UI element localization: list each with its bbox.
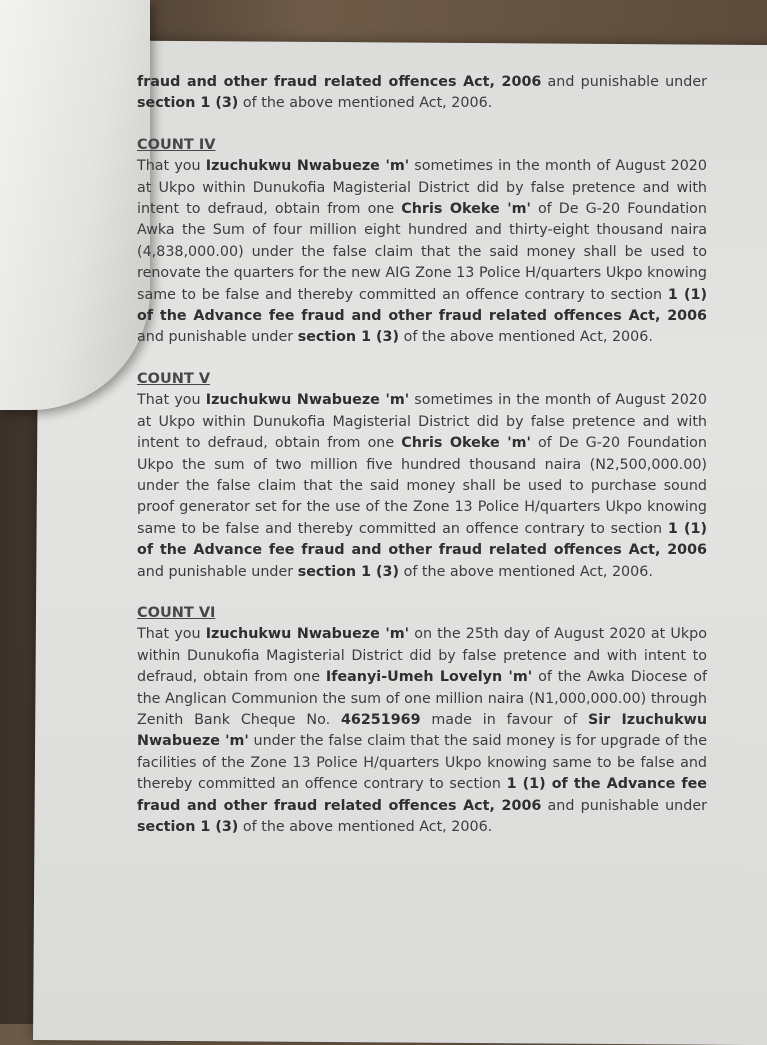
count-paragraph (137, 390, 707, 583)
text-run: 1 (1) of the Advance fee fraud and other fraud related offences Act, 2006 (137, 286, 707, 325)
text-run: Ifeanyi-Umeh Lovelyn 'm' (325, 669, 533, 686)
text-run: section 1 (3) (297, 329, 400, 346)
text-run: on the 25th day of August 2020 at Ukpo within Dunukofia Magisterial District did by false pretence and with intent to defraud, obtain from one (137, 626, 707, 686)
text-run: That you (137, 392, 206, 409)
text-run: 46251969 (340, 711, 421, 728)
text-run: fraud and other fraud related offences Act, 2006 (137, 74, 542, 90)
text-run: Izuchukwu Nwabueze 'm' (205, 158, 410, 175)
text-run: Chris Okeke 'm' (401, 435, 531, 452)
document-text (137, 72, 707, 838)
text-run: of De G-20 Foundation Ukpo the sum of two million five hundred thousand naira (N2,500,000.00) under the false claim that the said money shall be used to purchase sound proof generator set for the use of the Zone 13 Police H/quarters Ukpo knowing same to be false and thereby committed an offence contrary to section (137, 435, 707, 537)
text-run: 1 (1) of the Advance fee fraud and other fraud related offences Act, 2006 (137, 776, 707, 814)
count-heading: COUNT VI (137, 604, 216, 621)
count-iv (137, 135, 707, 349)
text-run: section 1 (3) (297, 563, 400, 580)
text-run: and punishable under (137, 563, 298, 580)
text-run: Izuchukwu Nwabueze 'm' (205, 626, 410, 643)
text-run: under the false claim that the said money is for upgrade of the facilities of the Zone 13 Police H/quarters Ukpo knowing same to be false and thereby committed an offence contrary to section (137, 733, 707, 793)
count-heading: COUNT IV (137, 136, 216, 153)
text-run: of De G-20 Foundation Awka the Sum of four million eight hundred and thirty-eight thousand naira (4,838,000.00) under the false claim that the said money shall be used to renovate the quarters for the new AIG Zone 13 Police H/quarters Ukpo knowing same to be false and thereby committed an offence contrary to section (137, 201, 707, 303)
text-run: made in favour of (420, 711, 588, 728)
text-run: sometimes in the month of August 2020 at Ukpo within Dunukofia Magisterial District did by false pretence and with intent to defraud, obtain from one (137, 392, 707, 452)
text-run: of the above mentioned Act, 2006. (399, 563, 653, 580)
intro-paragraph (137, 72, 707, 115)
text-run: Chris Okeke 'm' (401, 201, 531, 218)
text-run: sometimes in the month of August 2020 at Ukpo within Dunukofia Magisterial District did by false pretence and with intent to defraud, obtain from one (137, 158, 707, 218)
count-paragraph (137, 624, 707, 838)
text-run: section 1 (3) (137, 95, 239, 112)
count-vi (137, 603, 707, 838)
text-run: Sir Izuchukwu Nwabueze 'm' (137, 711, 707, 750)
count-heading: COUNT V (137, 370, 211, 387)
text-run: That you (137, 626, 206, 643)
text-run: section 1 (3) (137, 819, 239, 835)
text-run: of the above mentioned Act, 2006. (238, 95, 493, 112)
text-run: and punishable under (541, 74, 707, 90)
text-run: and punishable under (137, 329, 298, 346)
text-run: of the Awka Diocese of the Anglican Communion the sum of one million naira (N1,000,000.00) through Zenith Bank Cheque No. (137, 669, 708, 728)
text-run: That you (137, 158, 206, 175)
text-run: and punishable under (541, 797, 707, 814)
count-paragraph (137, 156, 707, 349)
text-run: of the above mentioned Act, 2006. (399, 329, 653, 346)
curled-page-corner (0, 0, 150, 410)
text-run: 1 (1) of the Advance fee fraud and other fraud related offences Act, 2006 (137, 520, 707, 559)
text-run: Izuchukwu Nwabueze 'm' (205, 392, 410, 409)
text-run: of the above mentioned Act, 2006. (238, 819, 493, 835)
count-v (137, 369, 707, 583)
